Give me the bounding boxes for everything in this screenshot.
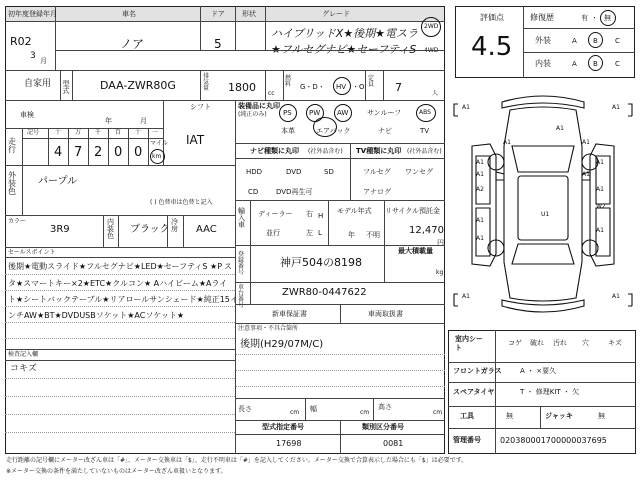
score-value: 4.5 bbox=[471, 32, 513, 62]
sales-line-1b: ス bbox=[224, 262, 232, 271]
diag-label-1: A1 bbox=[462, 104, 470, 111]
exterior-color-value: パープル bbox=[38, 176, 78, 187]
diag-label-3: A1 bbox=[556, 125, 564, 132]
use-type: 自家用 bbox=[24, 79, 52, 89]
interior-label: 内装 bbox=[535, 59, 551, 68]
tv-fullseg: フルセグ bbox=[363, 168, 391, 176]
repair-dot: ・ bbox=[591, 14, 598, 22]
diag-label-15: A1 bbox=[596, 227, 604, 234]
ac-value: AAC bbox=[196, 224, 217, 235]
sheet-kizu: キズ bbox=[608, 339, 622, 347]
import-label: 輸入車 bbox=[238, 207, 245, 229]
diag-label-8: A1 bbox=[476, 171, 484, 178]
displacement: 1800 bbox=[228, 81, 256, 94]
digit-label-10man: 十 bbox=[55, 129, 62, 136]
exterior-label: 外装 bbox=[535, 36, 551, 45]
equip-airbag: エアバック bbox=[316, 127, 351, 135]
width-label: 幅 bbox=[310, 405, 317, 413]
model-code: DAA-ZWR80G bbox=[100, 79, 176, 92]
length-label: 長さ bbox=[238, 405, 252, 413]
glass-options: A ・ ×要久 bbox=[520, 367, 557, 375]
diag-label-6: A1 bbox=[476, 159, 484, 166]
manual-label: 車両取扱書 bbox=[368, 310, 403, 318]
month-unit: 月 bbox=[40, 57, 47, 65]
model-year-label: モデル年式 bbox=[337, 207, 372, 215]
sheet-ana: 穴 bbox=[582, 339, 589, 347]
equip-ps: PS bbox=[283, 109, 292, 117]
tv-note: (社外品含む) bbox=[407, 148, 442, 155]
odo-digit-4: 0 bbox=[114, 145, 123, 160]
load-label: 最大積載量 bbox=[398, 247, 433, 255]
sales-line-2: タ★スマートキー×2★ETC★クルコン★ Aハイビーム★Aライ bbox=[8, 279, 228, 288]
fuel-options: G・D・ bbox=[300, 83, 325, 91]
digit-label-hyaku: 百 bbox=[115, 129, 122, 136]
import-l: L bbox=[318, 229, 322, 237]
diag-label-18: A1 bbox=[612, 293, 620, 300]
nav-title: ナビ種類に丸印 bbox=[250, 147, 299, 155]
drive-2wd: 2WD bbox=[424, 23, 439, 30]
sales-points-label: セールスポイント bbox=[8, 249, 56, 256]
color-code: 3R9 bbox=[50, 224, 70, 235]
recycle-label: リサイクル預託金 bbox=[385, 207, 441, 215]
equip-pw: PW bbox=[309, 109, 321, 117]
ac-label: 冷房 bbox=[171, 218, 178, 233]
sheet-koge: コゲ bbox=[508, 339, 522, 347]
recycle-yen: 円 bbox=[437, 239, 444, 247]
diag-label-13: W2 bbox=[596, 203, 606, 210]
inspector-value: コキズ bbox=[10, 364, 37, 374]
first-reg-month: 3 bbox=[30, 51, 36, 61]
inspector-label: 検査記入欄 bbox=[8, 351, 39, 358]
exterior-c: C bbox=[615, 37, 620, 45]
class-num: 0081 bbox=[383, 439, 404, 448]
drive-4wd: 4WD bbox=[424, 47, 439, 54]
equip-leather: 本革 bbox=[281, 127, 295, 135]
height-label: 高さ bbox=[378, 403, 392, 411]
footer-line1: 走行距離の記号欄にメーター改ざん車は「#」、メーター交換車は「$」、走行不明車は「#」を記入してください。メーター交換で合算表示した場合にも「$」は必要です。 bbox=[6, 457, 468, 464]
km-label: km bbox=[152, 153, 162, 160]
interior-color-label: 内装色 bbox=[107, 218, 114, 240]
odo-digit-1: 4 bbox=[54, 145, 63, 160]
shift-value: IAT bbox=[186, 133, 205, 147]
repair-label: 修復歴 bbox=[530, 13, 554, 22]
diag-label-5: A1 bbox=[582, 139, 590, 146]
color-code-label: カラー bbox=[8, 218, 27, 225]
sheet-yabure: 破れ bbox=[530, 339, 544, 347]
insp-year-unit: 年 bbox=[105, 117, 112, 125]
digit-label-sen: 千 bbox=[95, 129, 102, 136]
odo-digit-2: 7 bbox=[74, 145, 83, 160]
sales-line-3: ト★シートバックテーブル★リアロールサンシェード★純正15イ bbox=[8, 295, 238, 304]
equip-sunroof: サンルーフ bbox=[367, 109, 402, 117]
nav-note: (社外品含む) bbox=[308, 148, 343, 155]
model-year-unit: 年 bbox=[348, 231, 355, 239]
equip-abs: ABS bbox=[419, 109, 431, 116]
tool-value: 無 bbox=[506, 412, 513, 420]
grade-label: グレード bbox=[322, 10, 350, 18]
displacement-label: 排気量 bbox=[203, 73, 210, 92]
diag-label-12: U1 bbox=[541, 211, 550, 218]
inspection-label: 車検 bbox=[20, 111, 34, 119]
equip-navi: ナビ bbox=[378, 127, 392, 135]
fuel-hv: HV bbox=[336, 83, 347, 91]
header-shade bbox=[6, 7, 444, 21]
car-diagram bbox=[450, 86, 636, 322]
car-name: ノア bbox=[120, 37, 145, 51]
car-name-label: 車名 bbox=[122, 10, 136, 18]
odo-digit-5: 0 bbox=[134, 145, 143, 160]
exterior-color-label: 外装色 bbox=[8, 171, 16, 196]
nav-cd: CD bbox=[248, 188, 259, 196]
type-label: 型式 bbox=[62, 80, 70, 94]
diag-label-10: A2 bbox=[476, 186, 484, 193]
import-h: H bbox=[318, 212, 324, 220]
score-label: 評価点 bbox=[480, 13, 504, 22]
equipment-title: 装備品に丸印 bbox=[238, 102, 280, 110]
spare-options: T ・ 修理KIT ・ 欠 bbox=[520, 388, 580, 396]
odo-digit-3: 2 bbox=[94, 145, 103, 160]
tv-title: TV種類に丸印 bbox=[356, 147, 402, 155]
chassis-value: ZWR80-0447622 bbox=[282, 287, 367, 298]
grade-line2: ★フルセグナビ★セーフティS bbox=[271, 43, 417, 56]
tv-analog: アナログ bbox=[363, 188, 391, 196]
import-dealer: ディーラー bbox=[258, 210, 293, 218]
first-reg-era: R02 bbox=[10, 35, 32, 48]
import-left: 左 bbox=[306, 229, 313, 237]
type-num: 17698 bbox=[276, 439, 302, 448]
diag-label-9: A1 bbox=[582, 171, 590, 178]
interior-c: C bbox=[615, 60, 620, 68]
digit-label-kigo: 記号 bbox=[27, 129, 40, 136]
equip-tv: TV bbox=[420, 127, 430, 135]
repair-yes: 有 bbox=[581, 14, 588, 22]
interior-color: ブラック bbox=[130, 224, 170, 235]
mgmt-value: 020380001700000037695 bbox=[500, 436, 607, 445]
notes-value: 後期(H29/07M/C) bbox=[240, 339, 324, 350]
length-cm: cm bbox=[290, 409, 300, 416]
tool-label: 工具 bbox=[460, 412, 474, 420]
jack-value: 無 bbox=[598, 412, 605, 420]
first-reg-label: 初年度登録年月 bbox=[8, 10, 57, 18]
diag-label-7: A1 bbox=[596, 159, 604, 166]
mgmt-label: 管理番号 bbox=[453, 436, 481, 444]
import-right: 右 bbox=[306, 210, 313, 218]
warranty-label: 新車保証書 bbox=[272, 310, 307, 318]
cc-unit: cc bbox=[268, 90, 275, 97]
model-year-unknown: 不明 bbox=[366, 231, 380, 239]
capacity: 7 bbox=[395, 81, 402, 94]
diag-label-17: A1 bbox=[462, 293, 470, 300]
doors-label: ドア bbox=[211, 10, 225, 18]
doors-value: 5 bbox=[214, 37, 222, 51]
jack-label: ジャッキ bbox=[545, 412, 573, 420]
nav-dvd: DVD bbox=[286, 168, 302, 176]
diag-label-2: A1 bbox=[612, 104, 620, 111]
chassis-label: 車台番号 bbox=[238, 284, 245, 309]
width-cm: cm bbox=[360, 409, 370, 416]
interior-sheet-label: 室内シート bbox=[455, 335, 483, 353]
spare-label: スペアタイヤ bbox=[453, 388, 495, 396]
glass-label: フロントガラス bbox=[453, 367, 502, 375]
odometer-label: 走行 bbox=[8, 137, 16, 154]
nav-dvd-playback: DVD再生可 bbox=[276, 188, 313, 196]
color-change-note: ( ) 色替車は色替と記入 bbox=[150, 199, 213, 206]
reg-value: 神戸504の8198 bbox=[280, 256, 362, 269]
digit-label-juu: 十 bbox=[135, 129, 142, 136]
grade-line1: ハイブリッドX★後期★電スラ bbox=[271, 27, 419, 40]
sales-line-4: ンチAW★BT★DVDUSBソケット★ACソケット★ bbox=[8, 311, 185, 320]
fuel-other: ・O bbox=[352, 83, 365, 91]
interior-b: B bbox=[593, 60, 598, 68]
fuel-label: 燃料 bbox=[285, 75, 292, 88]
mile-label: マイル bbox=[150, 140, 168, 147]
person-unit: 人 bbox=[432, 90, 439, 97]
exterior-b: B bbox=[593, 37, 598, 45]
load-kg: kg bbox=[436, 269, 444, 276]
footer-line2: ※メーター交換の条件を満たしていないものはメーター改ざん車扱いとなります。 bbox=[6, 468, 227, 475]
notes-label: 注意事項・不具合箇所 bbox=[238, 325, 299, 332]
nav-sd: SD bbox=[324, 168, 334, 176]
shape-label: 形状 bbox=[242, 10, 256, 18]
interior-a: A bbox=[572, 60, 577, 68]
import-parallel: 並行 bbox=[266, 229, 280, 237]
diag-label-4: A1 bbox=[503, 139, 511, 146]
height-cm: cm bbox=[433, 409, 443, 416]
nav-hdd: HDD bbox=[246, 168, 263, 176]
diag-label-11: A1 bbox=[596, 186, 604, 193]
tv-oneseg: ワンセグ bbox=[405, 168, 433, 176]
equip-aw: AW bbox=[337, 109, 349, 117]
exterior-a: A bbox=[572, 37, 577, 45]
sales-line-1: 後期★電動スライド★フルセグナビ★LED★セーフティS ★P bbox=[8, 262, 223, 271]
shift-label: シフト bbox=[190, 103, 211, 111]
equipment-subtitle: (純正のみ) bbox=[238, 111, 267, 118]
sheet-yogore: 汚れ bbox=[553, 339, 567, 347]
reg-label: 登録番号 bbox=[238, 251, 245, 276]
recycle-value: 12,470 bbox=[409, 225, 444, 236]
repair-no: 無 bbox=[604, 14, 611, 22]
diag-label-14: A1 bbox=[476, 217, 484, 224]
digit-label-man: 万 bbox=[75, 129, 82, 136]
capacity-label: 定員 bbox=[368, 75, 375, 88]
digit-label-ichi: 一 bbox=[152, 129, 159, 136]
diag-label-16: A1 bbox=[476, 235, 484, 242]
class-num-label: 類別区分番号 bbox=[362, 423, 404, 431]
insp-month-unit: 月 bbox=[140, 117, 147, 125]
type-num-label: 型式指定番号 bbox=[262, 423, 304, 431]
